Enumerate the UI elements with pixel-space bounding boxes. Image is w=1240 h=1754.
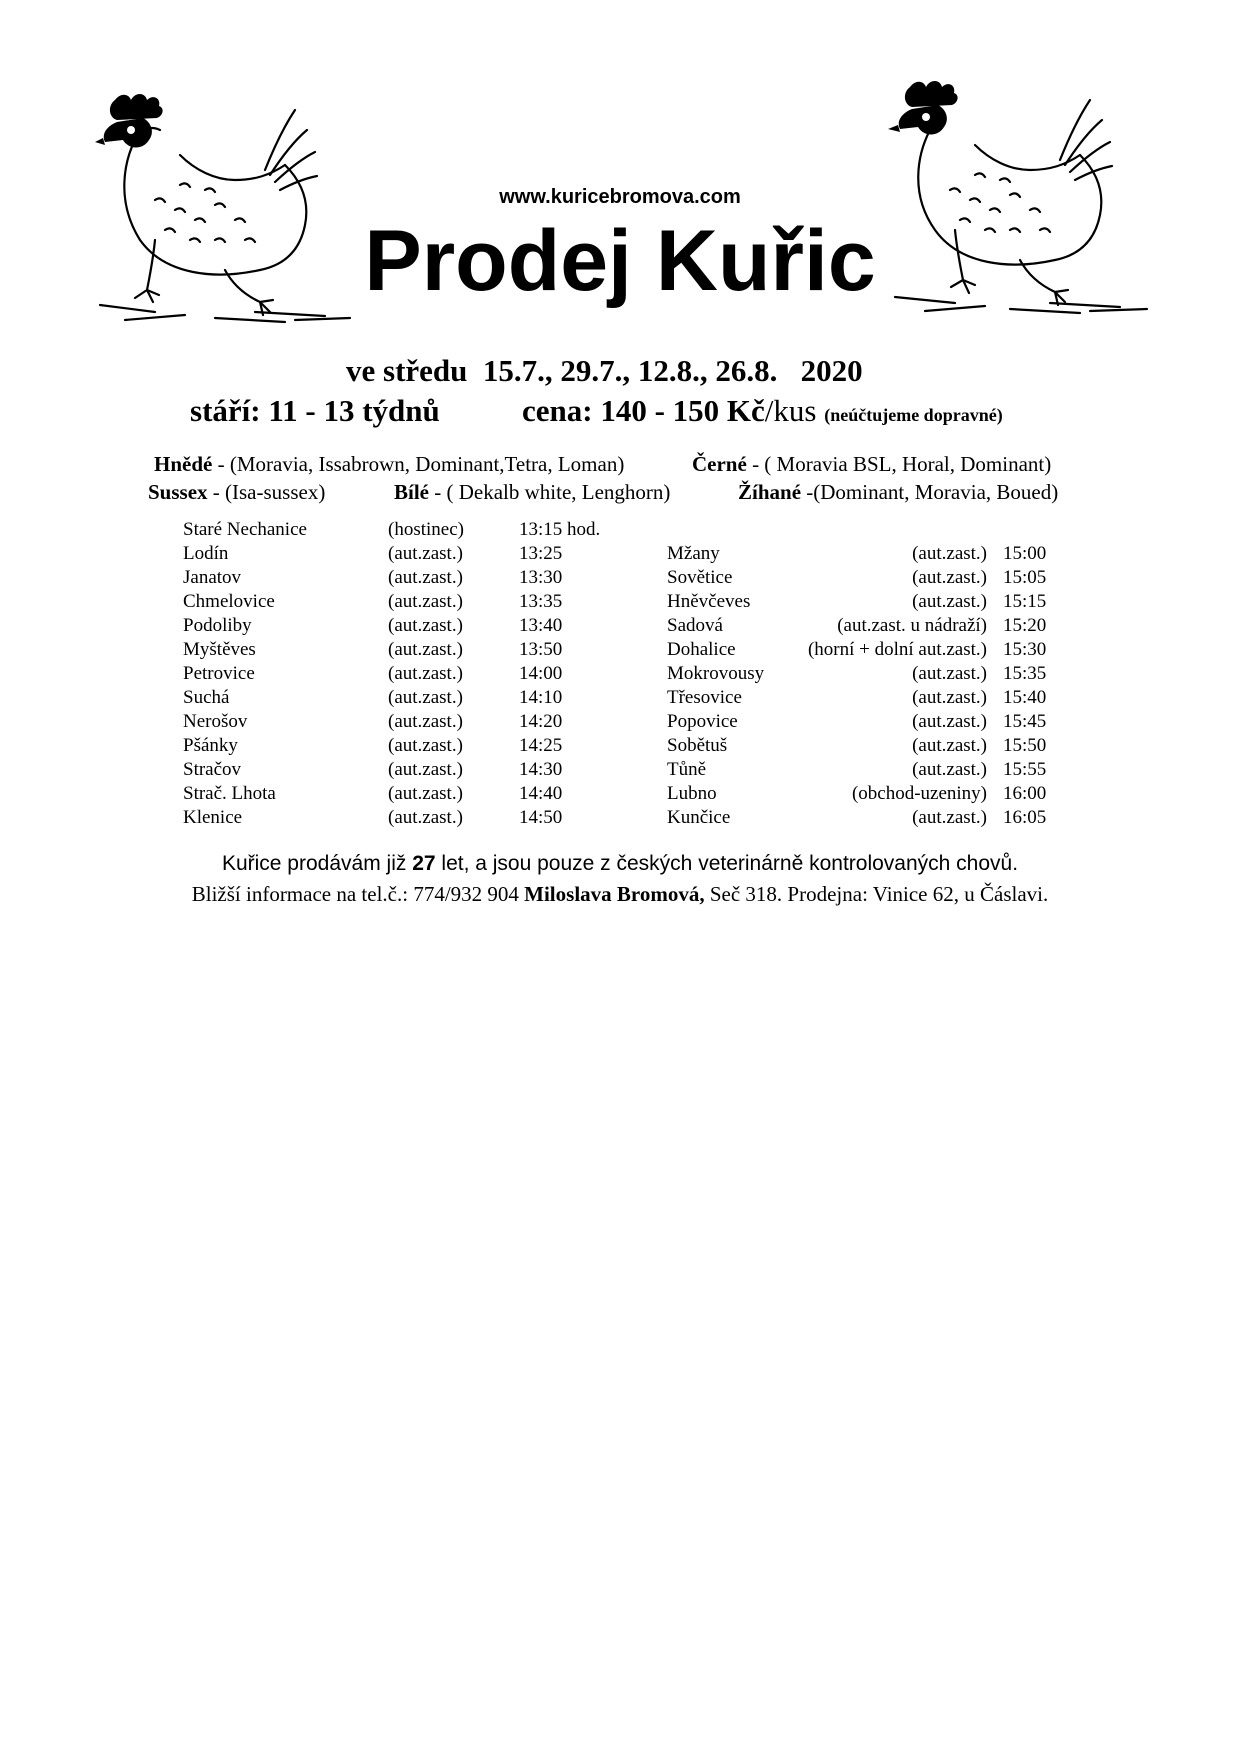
breed-name: Sussex bbox=[148, 480, 208, 504]
stop-time: 13:40 bbox=[519, 615, 563, 636]
sale-dates: ve středu 15.7., 29.7., 12.8., 26.8. 2020 bbox=[346, 353, 863, 388]
stop-place: Sadová bbox=[667, 615, 723, 636]
stop-location: (aut.zast.) bbox=[388, 543, 463, 564]
stop-place: Lodín bbox=[183, 543, 229, 564]
stop-location: (aut.zast.) bbox=[388, 615, 463, 636]
stop-time: 14:30 bbox=[519, 759, 563, 780]
stop-place: Stračov bbox=[183, 759, 242, 780]
stop-place: Třesovice bbox=[667, 687, 742, 708]
stop-location: (aut.zast.) bbox=[912, 687, 987, 708]
stop-location: (obchod-uzeniny) bbox=[851, 783, 987, 804]
stop-location: (aut.zast.) bbox=[912, 663, 987, 684]
stop-location: (aut.zast.) bbox=[388, 567, 463, 588]
breed-cerne bbox=[692, 452, 1051, 477]
website-url: www.kuricebromova.com bbox=[499, 186, 741, 208]
stop-time: 15:00 bbox=[1003, 543, 1047, 564]
stop-place: Dohalice bbox=[667, 639, 736, 660]
stop-time: 13:35 bbox=[519, 591, 563, 612]
breed-bile bbox=[394, 480, 670, 505]
price-value: cena: 140 - 150 Kč bbox=[522, 393, 765, 428]
stop-location: (aut.zast.) bbox=[912, 543, 987, 564]
stop-time: 14:25 bbox=[519, 735, 563, 756]
breed-name: Bílé bbox=[394, 480, 429, 504]
stop-time: 16:05 bbox=[1003, 807, 1047, 828]
stop-time: 15:35 bbox=[1003, 663, 1047, 684]
stop-time: 15:05 bbox=[1003, 567, 1047, 588]
stop-place: Tůně bbox=[667, 759, 707, 780]
stop-place: Nerošov bbox=[183, 711, 248, 732]
contact-phone: Bližší informace na tel.č.: 774/932 904 bbox=[191, 882, 525, 906]
breed-sussex bbox=[148, 480, 325, 505]
contact-address: Seč 318. Prodejna: Vinice 62, u Čáslavi. bbox=[704, 882, 1049, 906]
stop-time: 15:15 bbox=[1003, 591, 1047, 612]
stop-time: 13:30 bbox=[519, 567, 563, 588]
stop-location: (aut.zast. u nádraží) bbox=[837, 615, 987, 636]
stop-place: Strač. Lhota bbox=[183, 783, 276, 804]
stop-time: 14:00 bbox=[519, 663, 563, 684]
stop-place: Klenice bbox=[183, 807, 243, 828]
stop-time: 16:00 bbox=[1003, 783, 1047, 804]
footer-text: let, a jsou pouze z českých veterinárně kontrolovaných chovů. bbox=[435, 852, 1019, 875]
price-info bbox=[522, 393, 1003, 429]
breed-name: Hnědé bbox=[154, 452, 213, 476]
breed-zihane bbox=[738, 480, 1058, 505]
footer-text: Kuřice prodávám již bbox=[221, 852, 413, 875]
stop-place: Sobětuš bbox=[667, 735, 728, 756]
seller-name: Miloslava Bromová, bbox=[524, 882, 705, 906]
stop-time: 13:25 bbox=[519, 543, 563, 564]
stop-time: 15:45 bbox=[1003, 711, 1047, 732]
stop-place: Podoliby bbox=[183, 615, 252, 636]
stop-place: Janatov bbox=[183, 567, 242, 588]
stop-location: (aut.zast.) bbox=[912, 591, 987, 612]
price-unit: /kus bbox=[764, 393, 825, 428]
stop-time: 15:50 bbox=[1003, 735, 1047, 756]
stop-time: 15:20 bbox=[1003, 615, 1047, 636]
stop-location: (aut.zast.) bbox=[388, 807, 463, 828]
stop-location: (aut.zast.) bbox=[912, 735, 987, 756]
stop-time: 14:50 bbox=[519, 807, 563, 828]
stop-time: 14:40 bbox=[519, 783, 563, 804]
stop-location: (aut.zast.) bbox=[388, 591, 463, 612]
breed-desc: -(Dominant, Moravia, Boued) bbox=[801, 480, 1059, 504]
stop-place: Mokrovousy bbox=[667, 663, 765, 684]
stop-location: (aut.zast.) bbox=[388, 687, 463, 708]
stop-place: Petrovice bbox=[183, 663, 255, 684]
stop-time: 14:10 bbox=[519, 687, 563, 708]
breed-desc: - ( Moravia BSL, Horal, Dominant) bbox=[746, 452, 1052, 476]
stop-place: Hněvčeves bbox=[667, 591, 751, 612]
stop-place: Popovice bbox=[667, 711, 738, 732]
breed-desc: - (Isa-sussex) bbox=[207, 480, 326, 504]
breed-name: Žíhané bbox=[738, 480, 802, 504]
stop-place: Chmelovice bbox=[183, 591, 275, 612]
stop-location: (aut.zast.) bbox=[912, 567, 987, 588]
stop-location: (aut.zast.) bbox=[388, 711, 463, 732]
stop-location: (aut.zast.) bbox=[388, 735, 463, 756]
stop-place: Lubno bbox=[667, 783, 717, 804]
breed-desc: - ( Dekalb white, Lenghorn) bbox=[429, 480, 671, 504]
stop-time: 13:50 bbox=[519, 639, 563, 660]
stop-location: (aut.zast.) bbox=[912, 711, 987, 732]
age-info: stáří: 11 - 13 týdnů bbox=[190, 393, 440, 428]
stop-time: 14:20 bbox=[519, 711, 563, 732]
stop-location: (aut.zast.) bbox=[388, 783, 463, 804]
years-count: 27 bbox=[412, 852, 436, 875]
footer-contact bbox=[0, 882, 1240, 907]
stop-place: Staré Nechanice bbox=[183, 519, 307, 540]
breed-name: Černé bbox=[692, 452, 747, 476]
stop-place: Suchá bbox=[183, 687, 230, 708]
stop-place: Myštěves bbox=[183, 639, 256, 660]
stop-time: 15:40 bbox=[1003, 687, 1047, 708]
stop-location: (aut.zast.) bbox=[388, 759, 463, 780]
stop-place: Sovětice bbox=[667, 567, 733, 588]
stop-location: (hostinec) bbox=[388, 519, 464, 540]
stop-place: Mžany bbox=[667, 543, 720, 564]
stop-location: (aut.zast.) bbox=[912, 759, 987, 780]
page-title: Prodej Kuřic bbox=[364, 213, 876, 309]
stop-location: (aut.zast.) bbox=[388, 639, 463, 660]
stop-place: Pšánky bbox=[183, 735, 238, 756]
breed-desc: - (Moravia, Issabrown, Dominant,Tetra, Loman) bbox=[212, 452, 625, 476]
price-note: (neúčtujeme dopravné) bbox=[824, 405, 1003, 425]
stop-location: (aut.zast.) bbox=[388, 663, 463, 684]
footer-experience bbox=[0, 852, 1240, 876]
stop-location: (horní + dolní aut.zast.) bbox=[807, 639, 987, 660]
stop-time: 15:30 bbox=[1003, 639, 1047, 660]
stop-time: 15:55 bbox=[1003, 759, 1047, 780]
stop-time: 13:15 hod. bbox=[519, 519, 601, 540]
stop-place: Kunčice bbox=[667, 807, 731, 828]
stop-location: (aut.zast.) bbox=[912, 807, 987, 828]
breed-hnede bbox=[154, 452, 624, 477]
